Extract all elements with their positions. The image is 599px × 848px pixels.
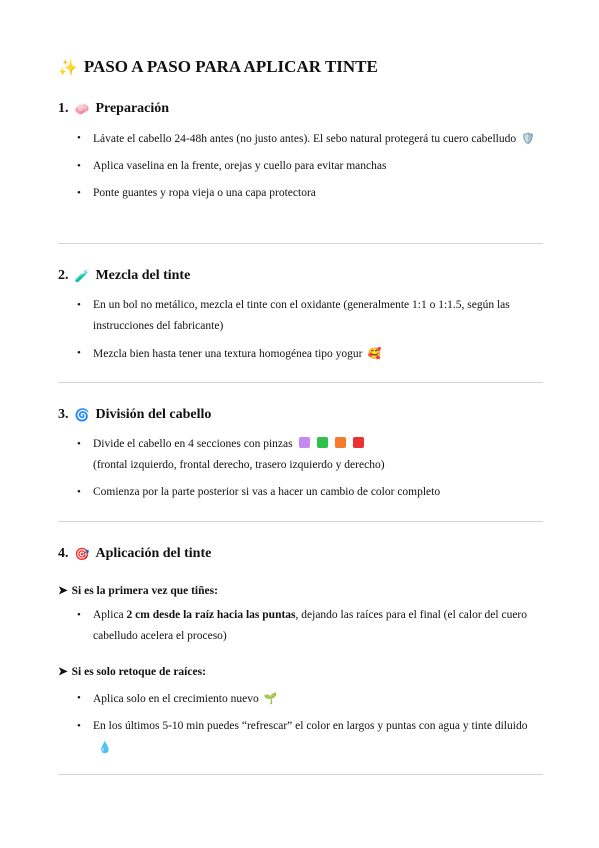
smiling-face-hearts-icon: 🥰 [367,347,382,360]
shield-icon: 🛡️ [521,132,535,145]
section-3-heading [58,407,211,423]
section-2-heading [58,268,190,284]
list-item-bold-text: 2 cm desde la raíz hacia las puntas [126,609,296,621]
section-title: Preparación [95,101,170,116]
list-item: • Ponte guantes y ropa vieja o una capa protectora [58,183,543,204]
section-title: Mezcla del tinte [95,268,191,283]
section-4-heading [58,546,211,562]
list-item-text: Aplica solo en el crecimiento nuevo [93,693,259,705]
list-item: • Comienza por la parte posterior si vas a hacer un cambio de color completo [58,482,543,503]
droplet-icon: 💧 [98,741,112,754]
page-title [58,57,378,77]
section-divider [58,243,543,244]
section-divider [58,382,543,383]
arrow-icon: ➤ [58,585,68,597]
section-divider [58,521,543,522]
seedling-icon: 🌱 [263,692,278,705]
target-icon: 🎯 [74,547,90,561]
section-1-list [58,128,543,210]
section-number: 4. [58,546,69,561]
section-3-list [58,434,543,509]
subheading-text: Si es la primera vez que tiñes: [71,585,218,597]
subheading-text: Si es solo retoque de raíces: [71,666,206,678]
list-item-text: Aplica [93,609,127,621]
list-item [58,434,543,476]
section-number: 1. [58,101,69,116]
subheading-first-time [58,583,218,597]
green-square-icon [317,437,328,448]
list-item-text: Mezcla bien hasta tener una textura homogénea tipo yogur [93,348,363,360]
list-item: • Aplica vaselina en la frente, orejas y cuello para evitar manchas [58,156,543,177]
list-item-text: Divide el cabello en 4 secciones con pinzas [93,438,293,450]
orange-square-icon [335,437,346,448]
subheading-retouch [58,664,206,678]
section-title: Aplicación del tinte [95,546,212,561]
list-item: • En un bol no metálico, mezcla el tinte con el oxidante (generalmente 1:1 o 1:1.5, según las instrucciones del fabricante) [58,295,543,337]
list-item-text: , dejando las raíces para el final (el calor del cuero cabelludo acelera el proceso) [93,609,528,642]
section-divider [58,774,543,775]
list-item [58,605,543,647]
section-2-list [58,295,543,371]
section-title: División del cabello [95,407,212,422]
purple-square-icon [299,437,310,448]
soap-icon: 🧼 [74,102,90,116]
list-item [58,343,543,365]
section-4a-list [58,605,543,653]
arrow-icon: ➤ [58,666,68,678]
cyclone-icon: 🌀 [74,408,90,422]
list-item-text: Lávate el cabello 24-48h antes (no justo antes). El sebo natural protegerá tu cuero cabelludo [93,133,517,145]
section-1-heading [58,101,169,117]
list-item [58,688,543,710]
page-title-text: PASO A PASO PARA APLICAR TINTE [83,57,378,76]
sparkles-icon: ✨ [58,57,78,77]
section-4b-list [58,688,543,765]
list-item-text-line2: (frontal izquierdo, frontal derecho, trasero izquierdo y derecho) [93,459,385,471]
list-item [58,128,543,150]
list-item [58,716,543,759]
section-number: 3. [58,407,69,422]
test-tube-icon: 🧪 [74,269,90,283]
list-item-text: En los últimos 5-10 min puedes “refrescar” el color en largos y puntas con agua y tinte diluido [93,720,528,732]
red-square-icon [353,437,364,448]
section-number: 2. [58,268,69,283]
